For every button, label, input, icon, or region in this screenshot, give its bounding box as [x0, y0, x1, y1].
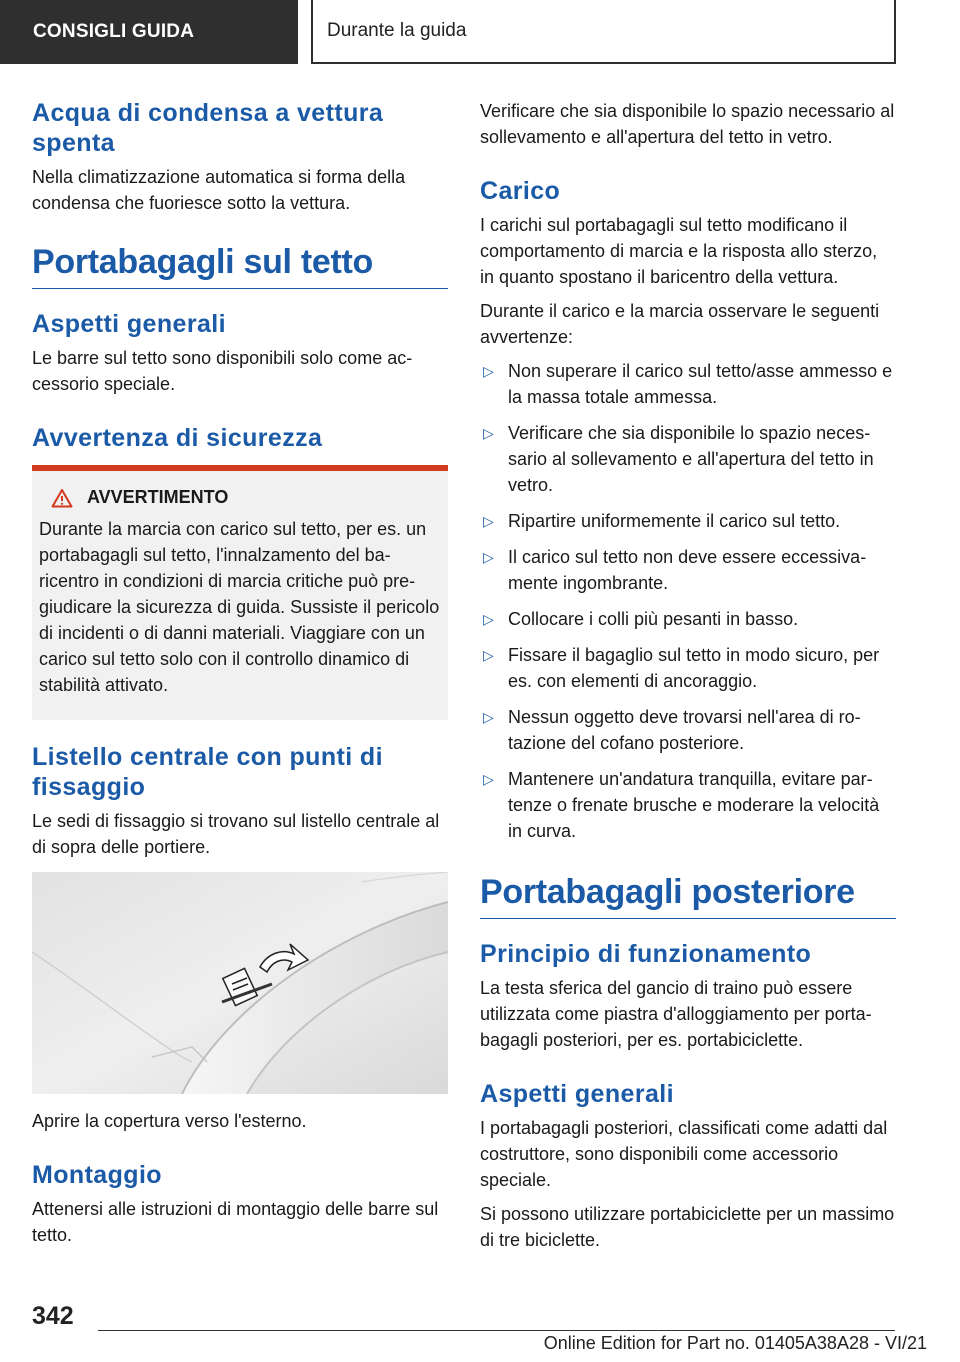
warning-triangle-icon	[51, 488, 73, 508]
aspetti2-text-2: Si possono utilizzare portabiciclette per un massimo di tre biciclette.	[480, 1204, 895, 1250]
montaggio-text: Attenersi alle istruzioni di montaggio delle barre sul tetto.	[32, 1199, 439, 1245]
warning-text: Durante la marcia con carico sul tetto, per es. un portabagagli sul tetto, l'innalzamento del baricentro in condizioni di marcia critiche può pregiudicare la sicurezza di guida. Sussiste il pericolo di incidenti o di danni materiali. Viaggiare con un carico sul tetto solo con il controllo dinamico di stabilità attivato.	[39, 519, 440, 695]
edition-footer: Online Edition for Part no. 01405A38A28 - VI/21	[543, 1333, 927, 1353]
condensa-heading: Acqua di condensa a vettura spenta	[32, 99, 384, 157]
warning-label: AVVERTIMENTO	[87, 487, 229, 507]
footer-divider	[98, 1330, 895, 1331]
list-item: ▷ Fissare il bagaglio sul tetto in modo sicuro, per es. con elementi di ancoraggio.	[480, 642, 896, 694]
list-item: ▷ Mantenere un'andatura tranquilla, evitare partenze o frenate brusche e moderare la velocità in curva.	[480, 766, 896, 844]
list-item: ▷ Verificare che sia disponibile lo spazio necessario al sollevamento e all'apertura del tetto in vetro.	[480, 420, 896, 498]
section-title: CONSIGLI GUIDA	[33, 21, 195, 42]
posteriore-heading-block	[480, 872, 896, 919]
triangle-bullet-icon: ▷	[483, 611, 494, 627]
listello-heading: Listello centrale con punti di fissaggio	[32, 743, 383, 801]
aspetti2-heading: Aspetti generali	[480, 1080, 674, 1108]
roof-rail-photo	[32, 872, 448, 1094]
posteriore-heading: Portabagagli posteriore	[480, 873, 855, 911]
warning-box	[32, 465, 448, 720]
triangle-bullet-icon: ▷	[483, 549, 494, 565]
list-item: ▷ Collocare i colli più pesanti in basso.	[480, 606, 896, 632]
list-item: ▷ Nessun oggetto deve trovarsi nell'area di rotazione del cofano posteriore.	[480, 704, 896, 756]
left-column	[32, 98, 448, 1256]
carico-bullet-list	[480, 358, 896, 844]
list-item: ▷ Ripartire uniformemente il carico sul tetto.	[480, 508, 896, 534]
aspetti-heading: Aspetti generali	[32, 310, 226, 338]
listello-text: Le sedi di fissaggio si trovano sul listello centrale al di sopra delle portiere.	[32, 811, 440, 857]
triangle-bullet-icon: ▷	[483, 363, 494, 379]
list-item: ▷ Il carico sul tetto non deve essere eccessivamente ingombrante.	[480, 544, 896, 596]
carico-heading: Carico	[480, 177, 561, 205]
page-number: 342	[32, 1302, 74, 1330]
carico-text-2: Durante il carico e la marcia osservare le seguenti avvertenze:	[480, 301, 880, 347]
aspetti2-text: I portabagagli posteriori, classificati come adatti dal costruttore, sono disponibili come accessorio speciale.	[480, 1118, 888, 1190]
right-column	[480, 98, 896, 1261]
warning-header	[39, 487, 441, 508]
triangle-bullet-icon: ▷	[483, 647, 494, 663]
portabagagli-heading-block	[32, 242, 448, 289]
chapter-title: Durante la guida	[327, 20, 467, 41]
section-tab	[0, 0, 298, 64]
aspetti-text: Le barre sul tetto sono disponibili solo come accessorio speciale.	[32, 348, 413, 394]
photo-caption: Aprire la copertura verso l'esterno.	[32, 1111, 307, 1131]
condensa-text: Nella climatizzazione automatica si forma della condensa che fuoriesce sotto la vettura.	[32, 167, 406, 213]
triangle-bullet-icon: ▷	[483, 771, 494, 787]
triangle-bullet-icon: ▷	[483, 425, 494, 441]
avvertenza-heading: Avvertenza di sicurezza	[32, 424, 323, 452]
principio-text: La testa sferica del gancio di traino può essere utilizzata come piastra d'alloggiamento per portabagagli posteriori, per es. portabiciclette.	[480, 978, 872, 1050]
triangle-bullet-icon: ▷	[483, 709, 494, 725]
intro-text: Verificare che sia disponibile lo spazio necessario al sollevamento e all'apertura del tetto in vetro.	[480, 101, 895, 147]
carico-text: I carichi sul portabagagli sul tetto modificano il comportamento di marcia e la risposta allo sterzo, in quanto spostano il baricentro della vettura.	[480, 215, 878, 287]
triangle-bullet-icon: ▷	[483, 513, 494, 529]
list-item: ▷ Non superare il carico sul tetto/asse ammesso e la massa totale ammessa.	[480, 358, 896, 410]
principio-heading: Principio di funzionamento	[480, 940, 812, 968]
montaggio-heading: Montaggio	[32, 1161, 162, 1189]
portabagagli-heading: Portabagagli sul tetto	[32, 243, 373, 281]
chapter-tab	[311, 0, 896, 64]
